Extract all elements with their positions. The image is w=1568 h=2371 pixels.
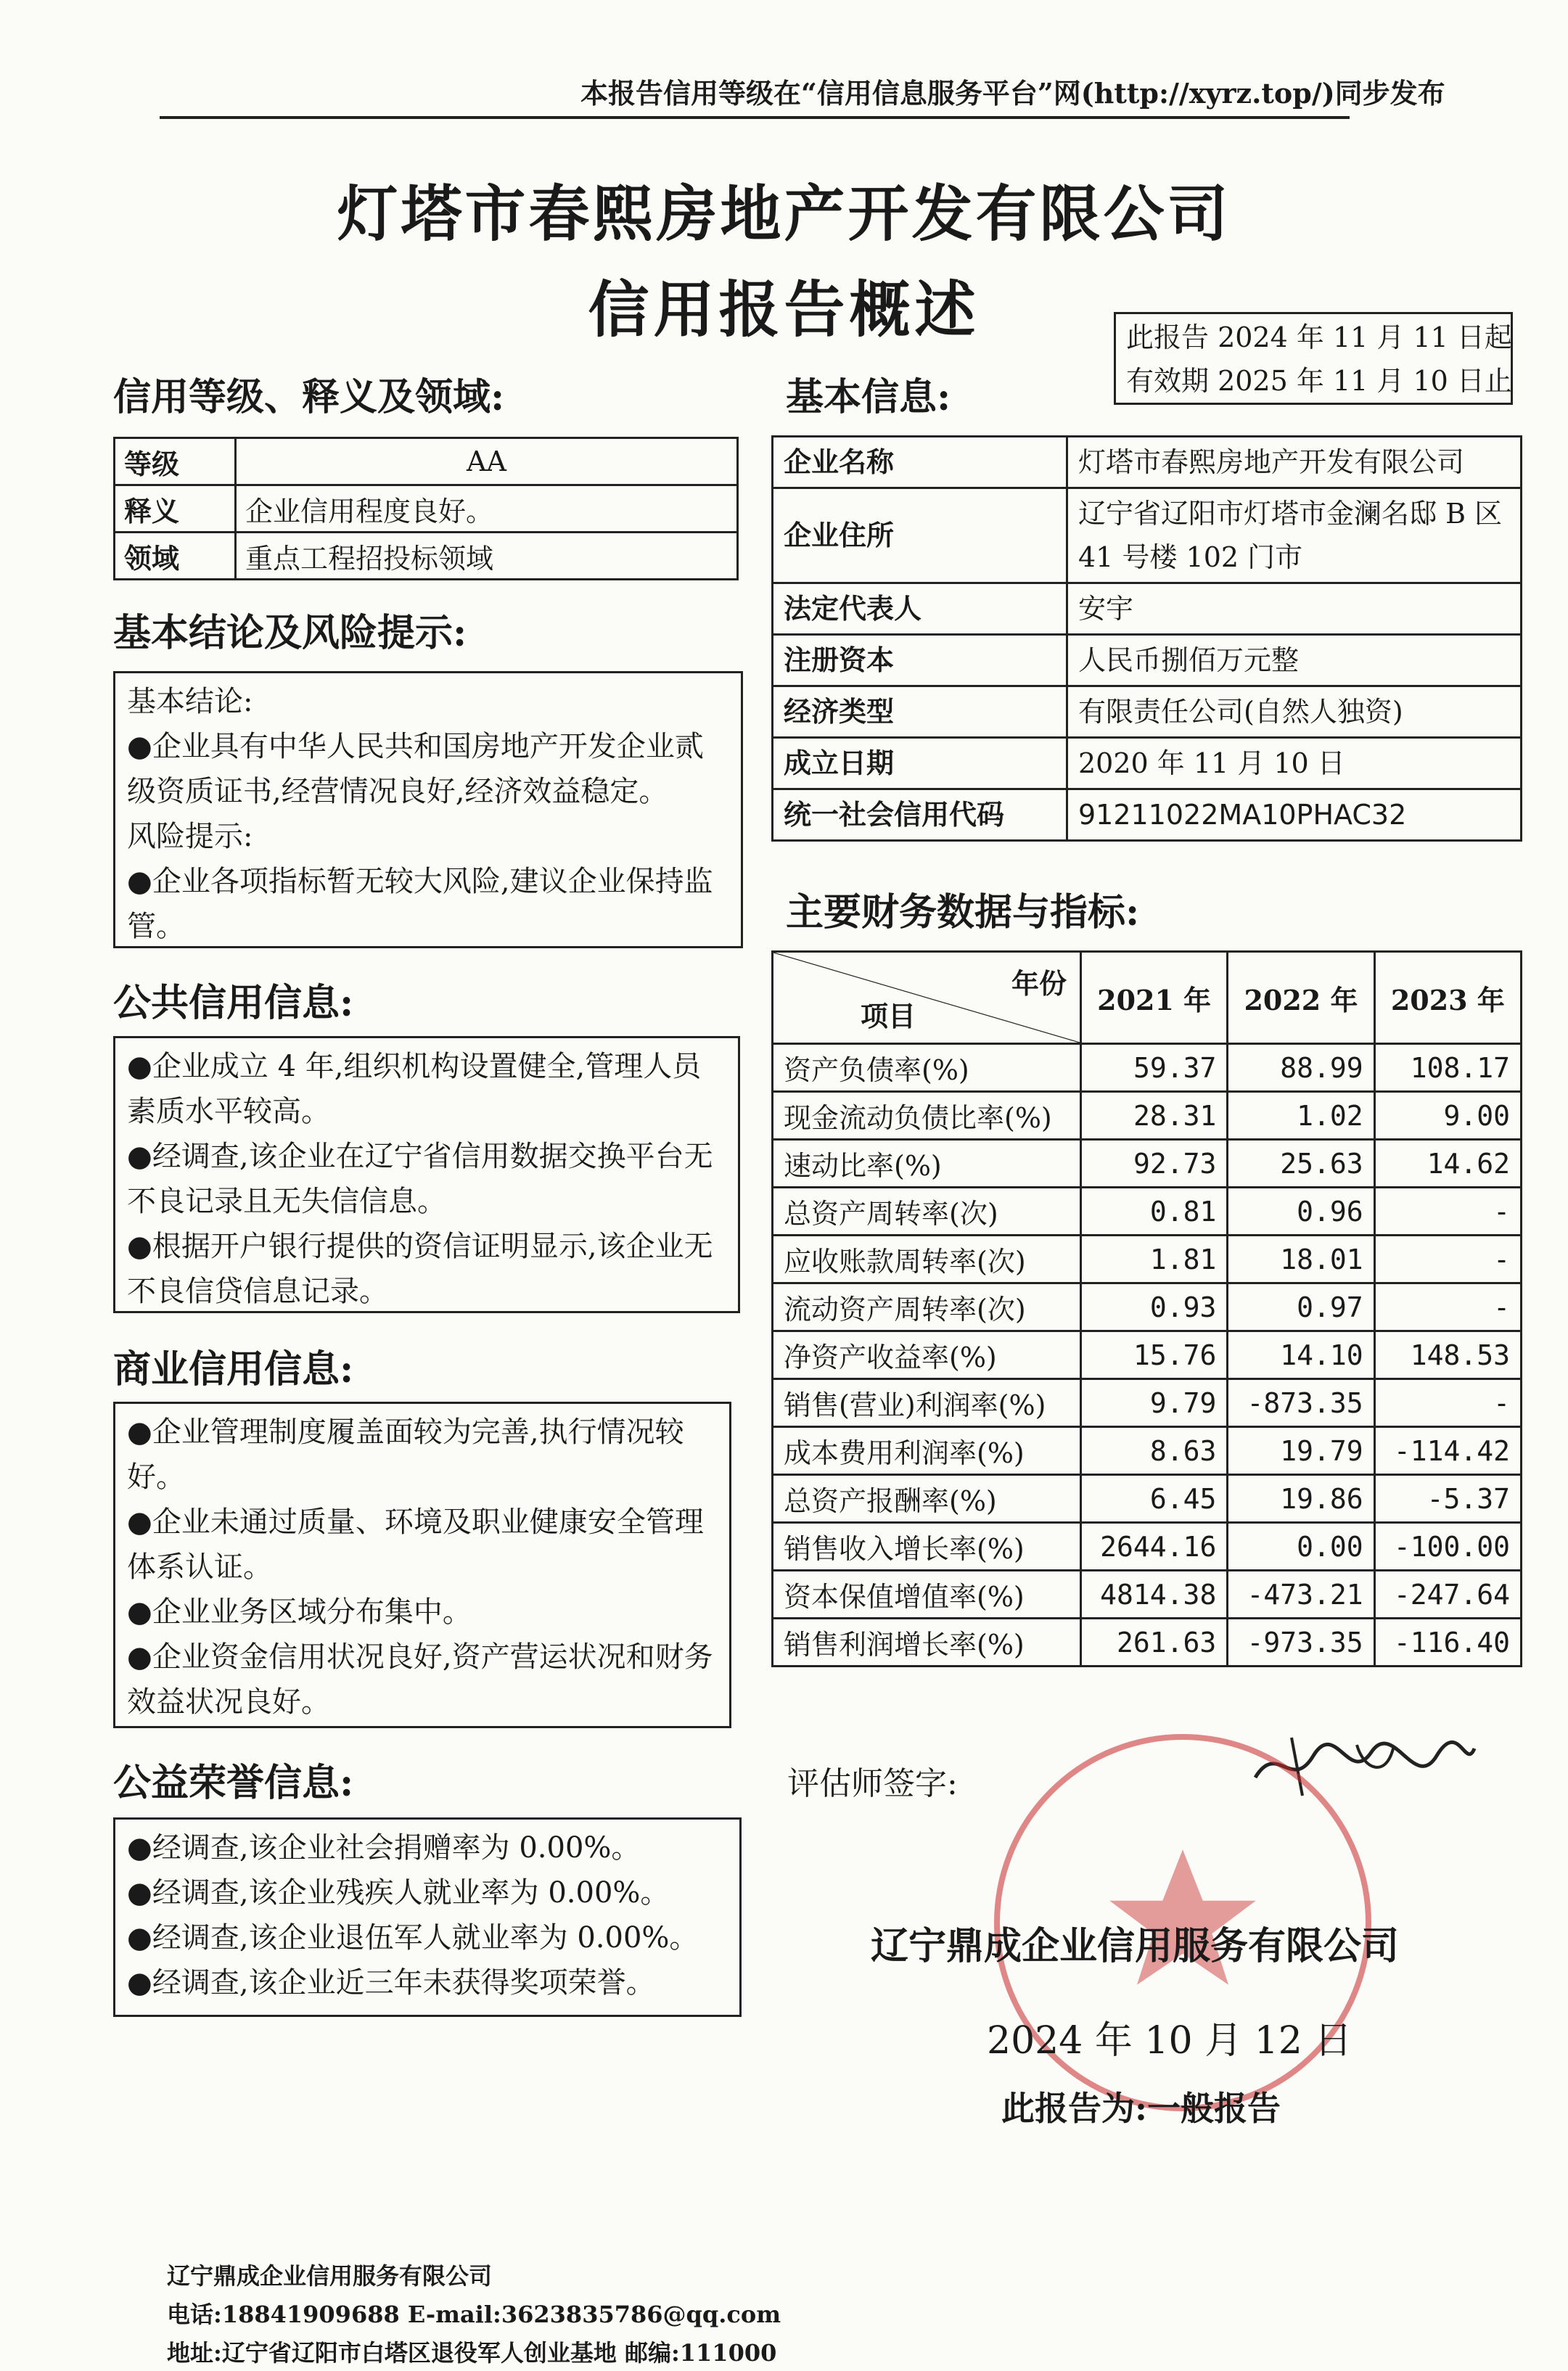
validity-start: 此报告 2024 年 11 月 11 日起: [1126, 321, 1512, 353]
info-company-name: 灯塔市春熙房地产开发有限公司: [1067, 437, 1522, 488]
financial-item-label: 销售收入增长率(%): [773, 1523, 1081, 1571]
business-line: ●企业业务区域分布集中。: [127, 1595, 472, 1629]
rating-key: 领域: [115, 533, 236, 580]
financial-header-row: [773, 952, 1522, 1044]
rating-grade: AA: [236, 438, 738, 485]
financial-value: -473.21: [1228, 1571, 1374, 1619]
rating-row: [115, 438, 738, 485]
financial-table: [771, 950, 1522, 1667]
rating-row: [115, 485, 738, 533]
financial-row: [773, 1188, 1522, 1236]
conclusion-line: 风险提示:: [127, 820, 253, 853]
issuer-name: 辽宁鼎成企业信用服务有限公司: [871, 1924, 1400, 1968]
public-line: ●企业成立 4 年,组织机构设置健全,管理人员素质水平较高。: [127, 1050, 702, 1128]
report-type: 此报告为:一般报告: [1001, 2089, 1281, 2128]
rating-heading: 信用等级、释义及领域:: [113, 375, 505, 419]
info-row: [773, 635, 1522, 686]
business-line: ●企业资金信用状况良好,资产营运状况和财务效益状况良好。: [127, 1640, 713, 1719]
info-address: 辽宁省辽阳市灯塔市金澜名邸 B 区 41 号楼 102 门市: [1067, 488, 1522, 583]
basic-info-heading: 基本信息:: [786, 375, 951, 419]
year-header: 2022 年: [1228, 952, 1374, 1044]
info-row: [773, 583, 1522, 635]
financial-value: -247.64: [1374, 1571, 1521, 1619]
corner-year-label: 年份: [1011, 967, 1067, 1000]
financial-value: -: [1374, 1188, 1521, 1236]
financial-row: [773, 1044, 1522, 1092]
financial-value: 14.10: [1228, 1331, 1374, 1379]
honor-line: ●经调查,该企业退伍军人就业率为 0.00%。: [127, 1921, 699, 1955]
financial-item-label: 成本费用利润率(%): [773, 1427, 1081, 1475]
financial-row: [773, 1140, 1522, 1188]
financial-row: [773, 1379, 1522, 1427]
financial-item-label: 销售利润增长率(%): [773, 1619, 1081, 1667]
financial-value: 19.79: [1228, 1427, 1374, 1475]
financial-row: [773, 1427, 1522, 1475]
financial-value: 88.99: [1228, 1044, 1374, 1092]
financial-item-label: 总资产周转率(次): [773, 1188, 1081, 1236]
info-row: [773, 488, 1522, 583]
public-heading: 公共信用信息:: [113, 981, 354, 1025]
info-key: 企业住所: [773, 488, 1067, 583]
financial-item-label: 速动比率(%): [773, 1140, 1081, 1188]
validity-box: [1114, 312, 1513, 405]
assessor-signature-label: 评估师签字:: [787, 1765, 958, 1802]
report-title: 信用报告概述: [588, 274, 980, 345]
financial-value: 92.73: [1081, 1140, 1228, 1188]
financial-item-label: 净资产收益率(%): [773, 1331, 1081, 1379]
rating-row: [115, 533, 738, 580]
info-row: [773, 686, 1522, 738]
business-box: [113, 1402, 731, 1728]
financial-item-label: 应收账款周转率(次): [773, 1236, 1081, 1283]
info-row: [773, 789, 1522, 841]
financial-value: 9.00: [1374, 1092, 1521, 1140]
honor-line: ●经调查,该企业残疾人就业率为 0.00%。: [127, 1876, 670, 1910]
financial-value: 0.97: [1228, 1283, 1374, 1331]
financial-value: 14.62: [1374, 1140, 1521, 1188]
financial-item-label: 流动资产周转率(次): [773, 1283, 1081, 1331]
financial-item-label: 销售(营业)利润率(%): [773, 1379, 1081, 1427]
info-key: 统一社会信用代码: [773, 789, 1067, 841]
corner-cell: [773, 952, 1081, 1044]
financial-item-label: 资本保值增值率(%): [773, 1571, 1081, 1619]
corner-item-label: 项目: [861, 1000, 916, 1032]
financial-row: [773, 1475, 1522, 1523]
financial-value: -: [1374, 1283, 1521, 1331]
honor-heading: 公益荣誉信息:: [113, 1761, 354, 1805]
info-capital: 人民币捌佰万元整: [1067, 635, 1522, 686]
business-line: ●企业未通过质量、环境及职业健康安全管理体系认证。: [127, 1505, 704, 1584]
conclusion-line: ●企业具有中华人民共和国房地产开发企业贰级资质证书,经营情况良好,经济效益稳定。: [127, 730, 704, 808]
financial-value: 15.76: [1081, 1331, 1228, 1379]
business-heading: 商业信用信息:: [113, 1347, 354, 1392]
financial-value: 148.53: [1374, 1331, 1521, 1379]
footer-company: 辽宁鼎成企业信用服务有限公司: [167, 2262, 493, 2290]
issue-date: 2024 年 10 月 12 日: [987, 2019, 1352, 2063]
info-key: 注册资本: [773, 635, 1067, 686]
financial-value: 1.02: [1228, 1092, 1374, 1140]
footer-contact: 电话:18841909688 E-mail:3623835786@qq.com: [167, 2301, 781, 2328]
financial-row: [773, 1092, 1522, 1140]
info-key: 经济类型: [773, 686, 1067, 738]
financial-row: [773, 1331, 1522, 1379]
public-box: [113, 1036, 740, 1313]
financial-item-label: 总资产报酬率(%): [773, 1475, 1081, 1523]
financial-row: [773, 1523, 1522, 1571]
basic-info-table: [771, 435, 1522, 842]
financial-value: 0.00: [1228, 1523, 1374, 1571]
financial-value: 108.17: [1374, 1044, 1521, 1092]
financial-value: 0.96: [1228, 1188, 1374, 1236]
financial-value: 28.31: [1081, 1092, 1228, 1140]
financial-value: -873.35: [1228, 1379, 1374, 1427]
info-row: [773, 437, 1522, 488]
info-credit-code: 91211022MA10PHAC32: [1067, 789, 1522, 841]
info-founded: 2020 年 11 月 10 日: [1067, 738, 1522, 789]
conclusion-line: 基本结论:: [127, 685, 253, 718]
info-row: [773, 738, 1522, 789]
conclusion-line: ●企业各项指标暂无较大风险,建议企业保持监管。: [127, 865, 713, 943]
info-key: 成立日期: [773, 738, 1067, 789]
financial-value: -5.37: [1374, 1475, 1521, 1523]
financial-value: 18.01: [1228, 1236, 1374, 1283]
conclusion-heading: 基本结论及风险提示:: [113, 611, 467, 655]
financial-value: -114.42: [1374, 1427, 1521, 1475]
public-line: ●根据开户银行提供的资信证明显示,该企业无不良信贷信息记录。: [127, 1230, 713, 1308]
rating-meaning: 企业信用程度良好。: [236, 485, 738, 533]
financial-value: -: [1374, 1379, 1521, 1427]
rating-key: 释义: [115, 485, 236, 533]
financial-value: 0.93: [1081, 1283, 1228, 1331]
info-legal-rep: 安宇: [1067, 583, 1522, 635]
financial-value: 59.37: [1081, 1044, 1228, 1092]
company-title: 灯塔市春熙房地产开发有限公司: [337, 178, 1231, 250]
conclusion-box: [113, 671, 743, 948]
info-key: 法定代表人: [773, 583, 1067, 635]
info-key: 企业名称: [773, 437, 1067, 488]
validity-end: 有效期 2025 年 11 月 10 日止: [1126, 365, 1512, 397]
financial-value: 2644.16: [1081, 1523, 1228, 1571]
financial-row: [773, 1236, 1522, 1283]
financial-row: [773, 1619, 1522, 1667]
rating-table: [113, 437, 739, 580]
financial-row: [773, 1571, 1522, 1619]
header-divider: [160, 116, 1350, 119]
year-header: 2023 年: [1374, 952, 1521, 1044]
header-note: 本报告信用等级在“信用信息服务平台”网(http://xyrz.top/)同步发布: [580, 77, 1445, 110]
honor-line: ●经调查,该企业社会捐赠率为 0.00%。: [127, 1831, 641, 1865]
year-header: 2021 年: [1081, 952, 1228, 1044]
financial-value: -116.40: [1374, 1619, 1521, 1667]
financial-item-label: 资产负债率(%): [773, 1044, 1081, 1092]
financial-heading: 主要财务数据与指标:: [786, 890, 1140, 934]
financial-value: -100.00: [1374, 1523, 1521, 1571]
financial-row: [773, 1283, 1522, 1331]
financial-value: -: [1374, 1236, 1521, 1283]
rating-key: 等级: [115, 438, 236, 485]
business-line: ●企业管理制度履盖面较为完善,执行情况较好。: [127, 1415, 684, 1494]
financial-item-label: 现金流动负债比率(%): [773, 1092, 1081, 1140]
honor-box: [113, 1817, 742, 2017]
financial-body: [773, 1044, 1522, 1667]
rating-field: 重点工程招投标领域: [236, 533, 738, 580]
financial-value: 0.81: [1081, 1188, 1228, 1236]
info-economic-type: 有限责任公司(自然人独资): [1067, 686, 1522, 738]
financial-value: 9.79: [1081, 1379, 1228, 1427]
public-line: ●经调查,该企业在辽宁省信用数据交换平台无不良记录且无失信信息。: [127, 1140, 713, 1218]
financial-value: -973.35: [1228, 1619, 1374, 1667]
financial-value: 261.63: [1081, 1619, 1228, 1667]
financial-value: 19.86: [1228, 1475, 1374, 1523]
footer-address: 地址:辽宁省辽阳市白塔区退役军人创业基地 邮编:111000: [167, 2339, 777, 2367]
financial-value: 25.63: [1228, 1140, 1374, 1188]
financial-value: 6.45: [1081, 1475, 1228, 1523]
honor-line: ●经调查,该企业近三年未获得奖项荣誉。: [127, 1966, 655, 2000]
financial-value: 1.81: [1081, 1236, 1228, 1283]
financial-value: 4814.38: [1081, 1571, 1228, 1619]
financial-value: 8.63: [1081, 1427, 1228, 1475]
